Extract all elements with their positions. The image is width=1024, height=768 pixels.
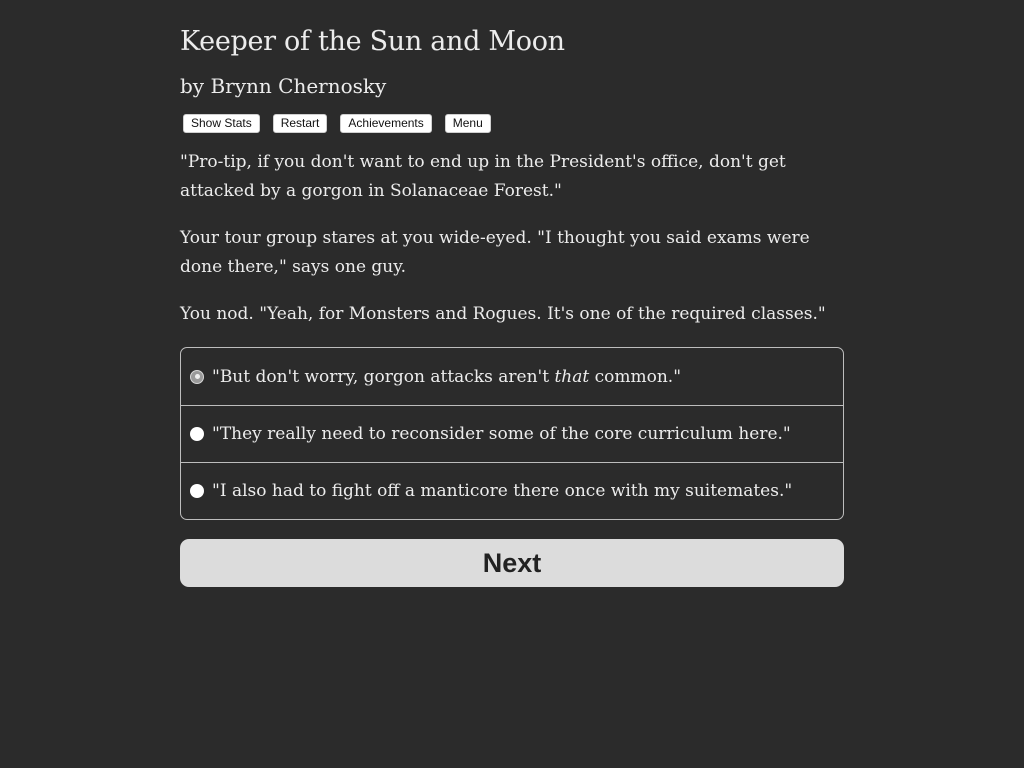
achievements-button[interactable]: Achievements: [340, 114, 431, 133]
choice-label: "They really need to reconsider some of the core curriculum here.": [212, 424, 791, 444]
choice-text-emphasis: that: [554, 366, 590, 387]
radio-button[interactable]: [190, 427, 204, 441]
choice-option-1[interactable]: [181, 348, 843, 405]
choice-option-3[interactable]: [181, 462, 843, 519]
story-paragraph: You nod. "Yeah, for Monsters and Rogues. It's one of the required classes.": [180, 304, 826, 324]
choice-text-start: "But don't worry, gorgon attacks aren't: [212, 366, 555, 387]
choice-list: [180, 347, 844, 520]
story-text: [180, 148, 844, 329]
game-container: [180, 22, 844, 587]
radio-button[interactable]: [190, 484, 204, 498]
next-button[interactable]: Next: [180, 539, 844, 587]
choice-label: "I also had to fight off a manticore there once with my suitemates.": [212, 481, 793, 501]
menu-button[interactable]: Menu: [445, 114, 491, 133]
radio-button-selected[interactable]: [190, 370, 204, 384]
game-author: by Brynn Chernosky: [180, 74, 387, 98]
choice-text-end: common.": [589, 366, 682, 387]
choice-label: [212, 365, 681, 389]
game-title: Keeper of the Sun and Moon: [180, 26, 565, 57]
choice-option-2[interactable]: [181, 405, 843, 462]
story-paragraph: Your tour group stares at you wide-eyed. "I thought you said exams were done there," says one guy.: [180, 228, 810, 277]
restart-button[interactable]: Restart: [273, 114, 328, 133]
show-stats-button[interactable]: Show Stats: [183, 114, 260, 133]
story-paragraph: "Pro-tip, if you don't want to end up in the President's office, don't get attacked by a gorgon in Solanaceae Forest.": [180, 152, 786, 201]
toolbar: [180, 114, 844, 136]
